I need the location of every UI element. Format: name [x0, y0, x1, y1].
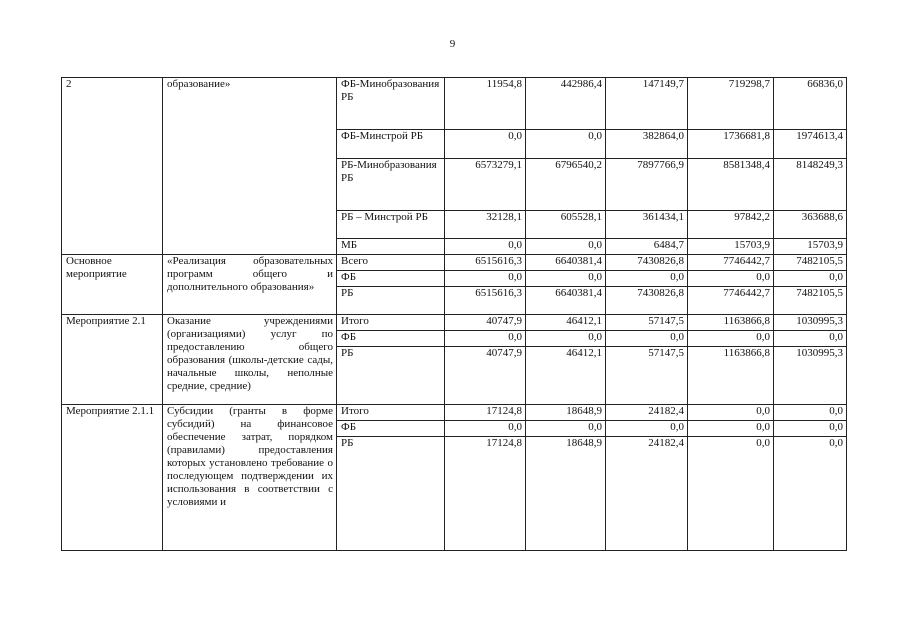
value-cell: 1974613,4	[774, 130, 847, 159]
value-cell: 40747,9	[445, 315, 526, 331]
funding-source-cell: ФБ	[337, 331, 445, 347]
value-cell: 24182,4	[606, 405, 688, 421]
row-number-cell: Мероприятие 2.1.1	[62, 405, 163, 551]
funding-source-cell: ФБ	[337, 421, 445, 437]
value-cell: 0,0	[774, 405, 847, 421]
table-row	[62, 255, 847, 271]
value-cell: 7746442,7	[688, 255, 774, 271]
value-cell: 17124,8	[445, 405, 526, 421]
value-cell: 442986,4	[526, 78, 606, 130]
activity-name-cell: Оказание учреждениями (организациями) услуг по предоставлению общего образования (школы-детские сады, начальные школы, неполные средние, средние)	[163, 315, 337, 405]
value-cell: 15703,9	[688, 239, 774, 255]
row-number-cell: Мероприятие 2.1	[62, 315, 163, 405]
value-cell: 18648,9	[526, 405, 606, 421]
value-cell: 1163866,8	[688, 347, 774, 405]
value-cell: 0,0	[688, 331, 774, 347]
value-cell: 17124,8	[445, 437, 526, 551]
value-cell: 46412,1	[526, 347, 606, 405]
funding-source-cell: ФБ-Минстрой РБ	[337, 130, 445, 159]
value-cell: 11954,8	[445, 78, 526, 130]
value-cell: 6515616,3	[445, 287, 526, 315]
value-cell: 0,0	[606, 331, 688, 347]
page-number: 9	[449, 38, 456, 50]
value-cell: 0,0	[445, 239, 526, 255]
value-cell: 363688,6	[774, 211, 847, 239]
row-number-cell: 2	[62, 78, 163, 255]
value-cell: 0,0	[526, 421, 606, 437]
funding-source-cell: РБ	[337, 347, 445, 405]
funding-source-cell: ФБ	[337, 271, 445, 287]
value-cell: 15703,9	[774, 239, 847, 255]
table-row	[62, 405, 847, 421]
funding-source-cell: РБ – Минстрой РБ	[337, 211, 445, 239]
value-cell: 57147,5	[606, 315, 688, 331]
value-cell: 0,0	[606, 421, 688, 437]
value-cell: 24182,4	[606, 437, 688, 551]
value-cell: 97842,2	[688, 211, 774, 239]
value-cell: 6484,7	[606, 239, 688, 255]
value-cell: 605528,1	[526, 211, 606, 239]
value-cell: 46412,1	[526, 315, 606, 331]
value-cell: 0,0	[688, 271, 774, 287]
activity-name-cell: Субсидии (гранты в форме субсидий) на финансовое обеспечение затрат, порядком (правилами) предоставления которых установлено требование о последующем подтверждении их использования в соответствии с условиями и	[163, 405, 337, 551]
activity-name-cell: образование»	[163, 78, 337, 255]
value-cell: 0,0	[774, 437, 847, 551]
value-cell: 7482105,5	[774, 255, 847, 271]
value-cell: 6515616,3	[445, 255, 526, 271]
funding-source-cell: Всего	[337, 255, 445, 271]
value-cell: 1163866,8	[688, 315, 774, 331]
value-cell: 57147,5	[606, 347, 688, 405]
value-cell: 0,0	[606, 271, 688, 287]
funding-source-cell: ФБ-Минобразования РБ	[337, 78, 445, 130]
value-cell: 8148249,3	[774, 159, 847, 211]
value-cell: 32128,1	[445, 211, 526, 239]
funding-source-cell: РБ	[337, 287, 445, 315]
value-cell: 147149,7	[606, 78, 688, 130]
value-cell: 1736681,8	[688, 130, 774, 159]
value-cell: 40747,9	[445, 347, 526, 405]
funding-source-cell: РБ-Минобразования РБ	[337, 159, 445, 211]
value-cell: 0,0	[445, 130, 526, 159]
value-cell: 0,0	[526, 331, 606, 347]
value-cell: 7897766,9	[606, 159, 688, 211]
table-row	[62, 315, 847, 331]
value-cell: 7746442,7	[688, 287, 774, 315]
budget-table	[61, 77, 847, 551]
value-cell: 719298,7	[688, 78, 774, 130]
value-cell: 0,0	[445, 331, 526, 347]
value-cell: 0,0	[688, 405, 774, 421]
value-cell: 7430826,8	[606, 255, 688, 271]
value-cell: 0,0	[688, 437, 774, 551]
value-cell: 382864,0	[606, 130, 688, 159]
row-number-cell: Основное мероприятие	[62, 255, 163, 315]
value-cell: 361434,1	[606, 211, 688, 239]
value-cell: 1030995,3	[774, 347, 847, 405]
value-cell: 66836,0	[774, 78, 847, 130]
value-cell: 7482105,5	[774, 287, 847, 315]
value-cell: 6640381,4	[526, 287, 606, 315]
value-cell: 0,0	[526, 239, 606, 255]
value-cell: 6796540,2	[526, 159, 606, 211]
value-cell: 0,0	[688, 421, 774, 437]
value-cell: 0,0	[445, 271, 526, 287]
funding-source-cell: РБ	[337, 437, 445, 551]
value-cell: 0,0	[526, 271, 606, 287]
value-cell: 0,0	[774, 271, 847, 287]
value-cell: 6640381,4	[526, 255, 606, 271]
value-cell: 7430826,8	[606, 287, 688, 315]
funding-source-cell: Итого	[337, 315, 445, 331]
value-cell: 0,0	[526, 130, 606, 159]
value-cell: 0,0	[774, 331, 847, 347]
value-cell: 6573279,1	[445, 159, 526, 211]
value-cell: 8581348,4	[688, 159, 774, 211]
value-cell: 1030995,3	[774, 315, 847, 331]
activity-name-cell: «Реализация образовательных программ общего и дополнительного образования»	[163, 255, 337, 315]
value-cell: 0,0	[774, 421, 847, 437]
table-row	[62, 78, 847, 130]
funding-source-cell: Итого	[337, 405, 445, 421]
value-cell: 18648,9	[526, 437, 606, 551]
value-cell: 0,0	[445, 421, 526, 437]
funding-source-cell: МБ	[337, 239, 445, 255]
